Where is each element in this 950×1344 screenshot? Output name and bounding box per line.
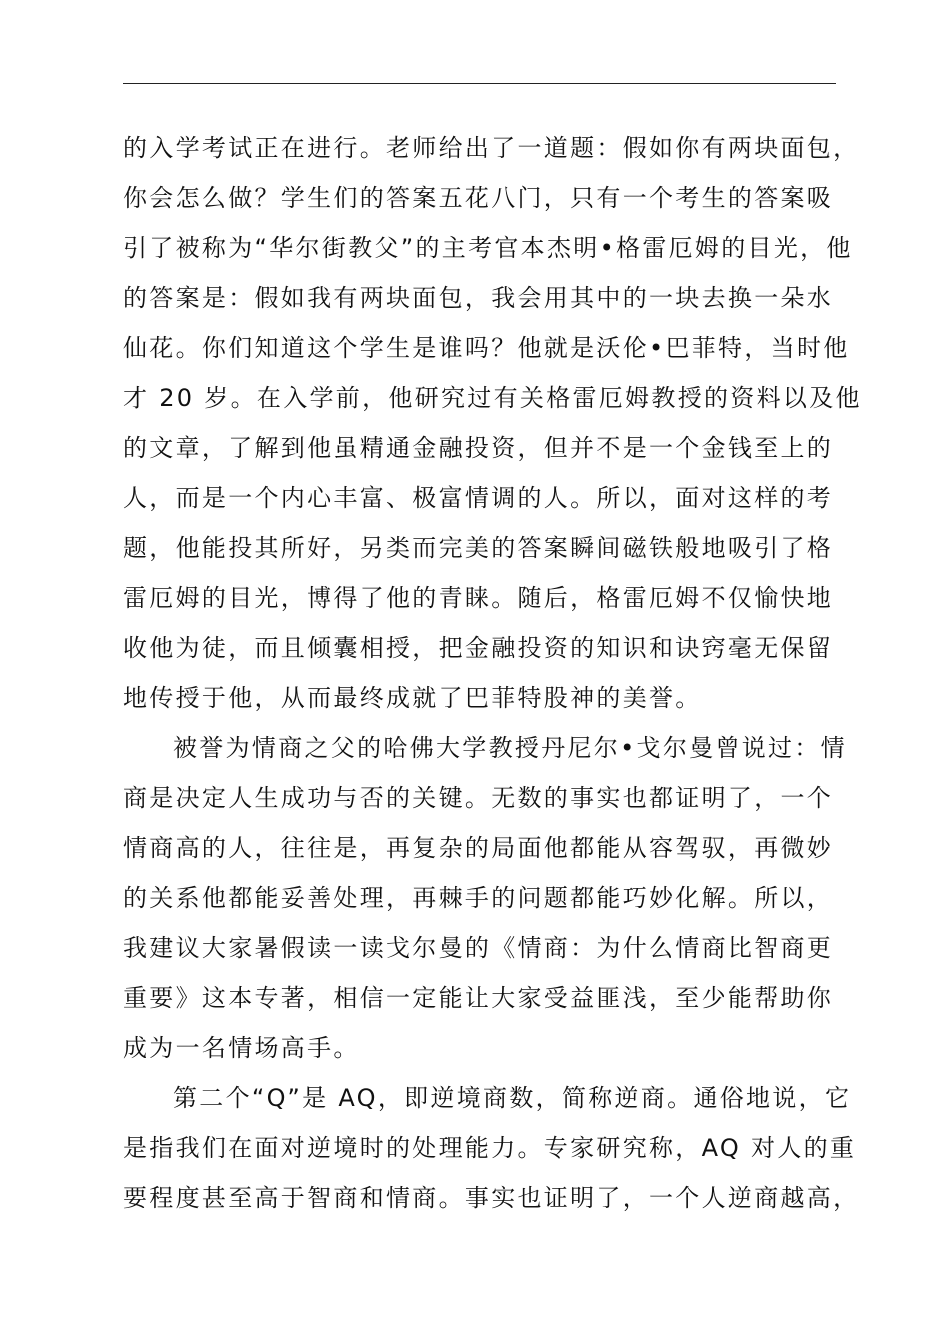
text-line: 要程度甚至高于智商和情商。事实也证明了，一个人逆商越高， <box>123 1184 860 1212</box>
text-line: 仙花。你们知道这个学生是谁吗？他就是沃伦•巴菲特，当时他 <box>123 334 850 362</box>
text-line: 地传授于他，从而最终成就了巴菲特股神的美誉。 <box>123 684 702 712</box>
text-line: 题，他能投其所好，另类而完美的答案瞬间磁铁般地吸引了格 <box>123 534 834 562</box>
text-line: 我建议大家暑假读一读戈尔曼的《情商：为什么情商比智商更 <box>123 934 834 962</box>
text-line: 被誉为情商之父的哈佛大学教授丹尼尔•戈尔曼曾说过：情 <box>173 734 847 762</box>
text-line: 雷厄姆的目光，博得了他的青睐。随后，格雷厄姆不仅愉快地 <box>123 584 834 612</box>
text-line: 的入学考试正在进行。老师给出了一道题：假如你有两块面包， <box>123 134 860 162</box>
text-line: 成为一名情场高手。 <box>123 1034 360 1062</box>
header-rule <box>123 83 836 84</box>
text-line: 是指我们在面对逆境时的处理能力。专家研究称，AQ 对人的重 <box>123 1134 857 1162</box>
text-line: 情商高的人，往往是，再复杂的局面他都能从容驾驭，再微妙 <box>123 834 834 862</box>
text-line: 的文章，了解到他虽精通金融投资，但并不是一个金钱至上的 <box>123 434 834 462</box>
text-line: 收他为徒，而且倾囊相授，把金融投资的知识和诀窍毫无保留 <box>123 634 834 662</box>
text-line: 的关系他都能妥善处理，再棘手的问题都能巧妙化解。所以， <box>123 884 834 912</box>
text-line: 第二个“Q”是 AQ，即逆境商数，简称逆商。通俗地说，它 <box>173 1084 852 1112</box>
text-line: 的答案是：假如我有两块面包，我会用其中的一块去换一朵水 <box>123 284 834 312</box>
text-line: 重要》这本专著，相信一定能让大家受益匪浅，至少能帮助你 <box>123 984 834 1012</box>
document-body <box>123 126 883 1226</box>
text-line: 引了被称为“华尔街教父”的主考官本杰明•格雷厄姆的目光，他 <box>123 234 853 262</box>
text-line: 才 20 岁。在入学前，他研究过有关格雷厄姆教授的资料以及他 <box>123 384 862 412</box>
text-line: 商是决定人生成功与否的关键。无数的事实也都证明了，一个 <box>123 784 834 812</box>
text-line: 人，而是一个内心丰富、极富情调的人。所以，面对这样的考 <box>123 484 834 512</box>
text-line: 你会怎么做？学生们的答案五花八门，只有一个考生的答案吸 <box>123 184 834 212</box>
